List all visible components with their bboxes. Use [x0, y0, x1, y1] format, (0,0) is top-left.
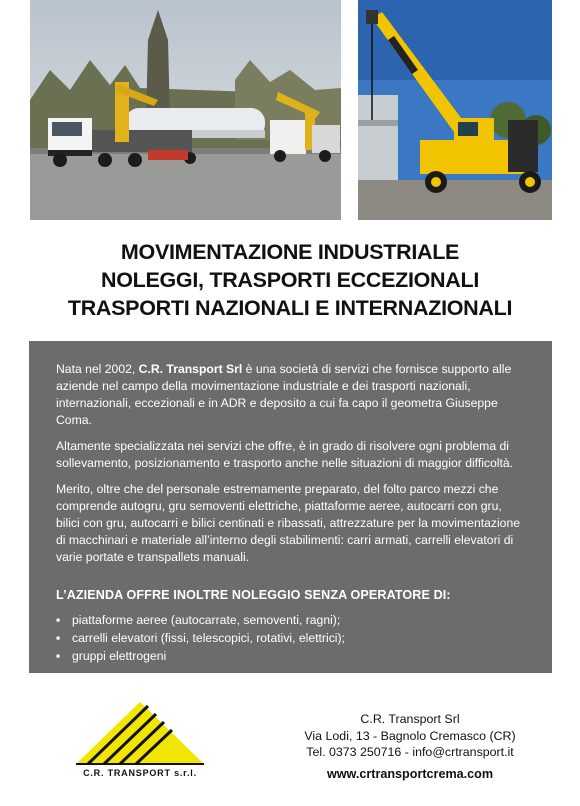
trucks-photo [30, 0, 341, 220]
website-link[interactable]: www.crtransportcrema.com [326, 766, 494, 781]
rental-offer-list [56, 611, 528, 665]
company-name: C.R. Transport Srl [138, 362, 243, 376]
rental-offer-heading: L’AZIENDA OFFRE INOLTRE NOLEGGIO SENZA OPERATORE DI: [56, 588, 451, 602]
bullet-icon: ▪ [56, 649, 61, 663]
bullet-icon: ▪ [56, 613, 61, 627]
headline-line-2: NOLEGGI, TRASPORTI ECCEZIONALI [100, 268, 479, 292]
list-item: ▪ carrelli elevatori (fissi, telescopici, rotativi, elettrici); [56, 631, 345, 645]
contact-company-name: C.R. Transport Srl [360, 712, 460, 726]
list-item: ▪ gruppi elettrogeni [56, 649, 167, 663]
list-item: ▪ piattaforme aeree (autocarrate, semoventi, ragni); [56, 613, 341, 627]
intro-paragraph: Nata nel 2002, C.R. Transport Srl è una società di servizi che fornisce supporto alle aziende nel campo della movimentazione industriale e dei trasporti nazionali, internazionali, eccezionali e in ADR e deposito a cui fa capo il geometra Giuseppe Coma. [56, 362, 512, 427]
specialization-paragraph: Altamente specializzata nei servizi che offre, è in grado di risolvere ogni problema di sollevamento, posizionamento e trasporto anche nelle situazioni di maggior difficoltà. [56, 439, 514, 470]
contact-block [290, 711, 530, 782]
contact-phone-email: Tel. 0373 250716 - info@crtransport.it [306, 745, 514, 759]
fleet-paragraph: Merito, oltre che del personale estremamente preparato, del folto parco mezzi che comprende autogru, gru semoventi elettriche, piattaforme aeree, autocarri con gru, bilici con gru, autocarri e bilici centinati e ribassati, attrezzature per la movimentazione di macchinari e materiale all’interno degli stabilimenti: carri armati, carrelli elevatori di varie portate e transpallets manuali. [56, 482, 521, 564]
company-info-box [29, 341, 552, 673]
headline-line-3: TRASPORTI NAZIONALI E INTERNAZIONALI [67, 296, 513, 320]
logo-wordmark: C.R. TRANSPORT s.r.l. [83, 768, 197, 778]
crane-photo [358, 0, 552, 220]
contact-address: Via Lodi, 13 - Bagnolo Cremasco (CR) [304, 728, 516, 743]
bullet-icon: ▪ [56, 631, 61, 645]
company-logo [74, 700, 206, 782]
headline-line-1: MOVIMENTAZIONE INDUSTRIALE [120, 240, 460, 264]
